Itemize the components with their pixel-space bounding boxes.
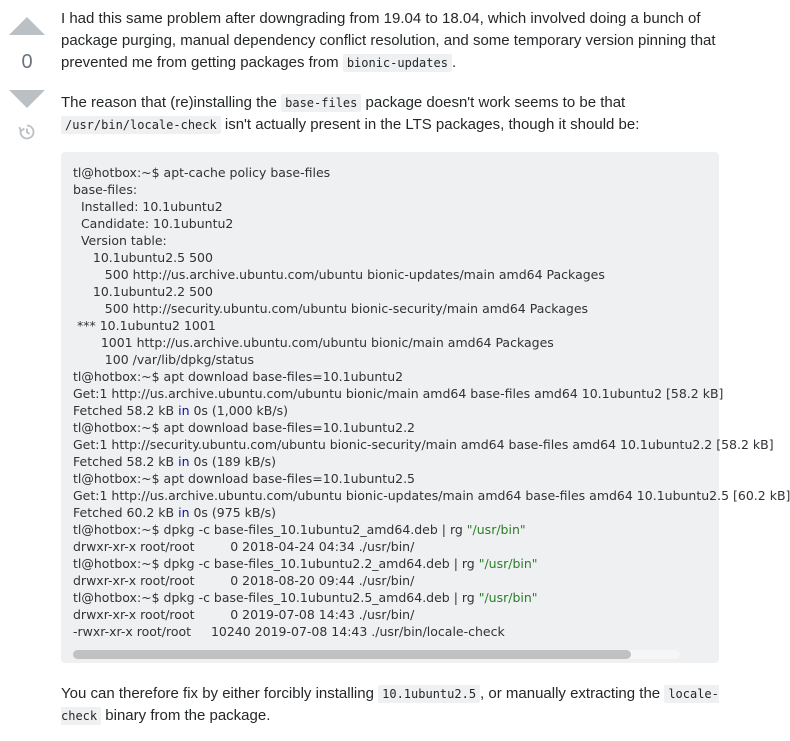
code-line: tl@hotbox:~$ dpkg -c base-files_10.1ubuntu2_amd64.deb | rg "/usr/bin"	[73, 522, 526, 537]
code-line: tl@hotbox:~$ apt-cache policy base-files	[73, 165, 331, 180]
code-lines	[73, 164, 790, 640]
inline-code-base-files: base-files	[281, 94, 361, 112]
code-line: 100 /var/lib/dpkg/status	[73, 352, 254, 367]
post-body	[61, 0, 790, 727]
paragraph-text: .	[451, 54, 457, 71]
vote-cell	[0, 0, 54, 142]
inline-code-bionic-updates: bionic-updates	[343, 54, 452, 72]
code-line: Fetched 60.2 kB in 0s (975 kB/s)	[73, 505, 277, 520]
code-line: Get:1 http://security.ubuntu.com/ubuntu bionic-security/main amd64 base-files amd64 10.1ubuntu2.2 [58.2 kB]	[73, 437, 774, 452]
code-block	[61, 152, 790, 663]
code-line: base-files:	[73, 182, 138, 197]
code-line: tl@hotbox:~$ dpkg -c base-files_10.1ubuntu2.5_amd64.deb | rg "/usr/bin"	[73, 590, 538, 605]
paragraph-text: binary from the package.	[101, 707, 271, 724]
code-line: 500 http://us.archive.ubuntu.com/ubuntu bionic-updates/main amd64 Packages	[73, 267, 605, 282]
paragraph-text: I had this same problem after downgrading from 19.04 to 18.04, which involved doing a bunch of package purging, manual dependency conflict resolution, and some temporary version pinning that prevented me from getting packages from	[61, 10, 716, 71]
paragraph-2	[61, 92, 719, 136]
code-line: Candidate: 10.1ubuntu2	[73, 216, 234, 231]
code-line: tl@hotbox:~$ dpkg -c base-files_10.1ubuntu2.2_amd64.deb | rg "/usr/bin"	[73, 556, 538, 571]
paragraph-text: You can therefore fix by either forcibly installing	[61, 685, 379, 702]
code-line: tl@hotbox:~$ apt download base-files=10.1ubuntu2.5	[73, 471, 416, 486]
code-line: 1001 http://us.archive.ubuntu.com/ubuntu bionic/main amd64 Packages	[73, 335, 554, 350]
code-line: 500 http://security.ubuntu.com/ubuntu bionic-security/main amd64 Packages	[73, 301, 589, 316]
code-line: *** 10.1ubuntu2 1001	[73, 318, 216, 333]
paragraph-text: , or manually extracting the	[480, 685, 665, 702]
code-line: 10.1ubuntu2.2 500	[73, 284, 213, 299]
history-icon[interactable]	[17, 122, 37, 142]
code-line: Get:1 http://us.archive.ubuntu.com/ubuntu bionic/main amd64 base-files amd64 10.1ubuntu2 [58.2 kB]	[73, 386, 724, 401]
code-line: 10.1ubuntu2.5 500	[73, 250, 213, 265]
code-line: drwxr-xr-x root/root 0 2018-04-24 04:34 ./usr/bin/	[73, 539, 415, 554]
code-line: Fetched 58.2 kB in 0s (1,000 kB/s)	[73, 403, 288, 418]
paragraph-text: The reason that (re)installing the	[61, 94, 282, 111]
arrow-up-icon[interactable]	[9, 17, 45, 35]
paragraph-3	[61, 683, 719, 727]
paragraph-text: isn't actually present in the LTS packages, though it should be:	[220, 116, 640, 133]
horizontal-scrollbar[interactable]	[73, 650, 680, 659]
inline-code-locale-check: locale-check	[61, 687, 719, 723]
code-line: Get:1 http://us.archive.ubuntu.com/ubuntu bionic-updates/main amd64 base-files amd64 10.1ubuntu2.5 [60.2 kB]	[73, 488, 790, 503]
code-line: tl@hotbox:~$ apt download base-files=10.1ubuntu2	[73, 369, 404, 384]
arrow-down-icon[interactable]	[9, 90, 45, 108]
scrollbar-thumb[interactable]	[73, 650, 631, 659]
vote-count: 0	[21, 51, 33, 73]
code-line: Version table:	[73, 233, 167, 248]
paragraph-text: package doesn't work seems to be that	[361, 94, 626, 111]
code-line: Fetched 58.2 kB in 0s (189 kB/s)	[73, 454, 277, 469]
code-line: drwxr-xr-x root/root 0 2018-08-20 09:44 ./usr/bin/	[73, 573, 415, 588]
code-line: tl@hotbox:~$ apt download base-files=10.1ubuntu2.2	[73, 420, 416, 435]
code-line: -rwxr-xr-x root/root 10240 2019-07-08 14:43 ./usr/bin/locale-check	[73, 624, 505, 639]
code-line: Installed: 10.1ubuntu2	[73, 199, 223, 214]
inline-code-version: 10.1ubuntu2.5	[378, 685, 480, 703]
inline-code-locale-check-path: /usr/bin/locale-check	[61, 116, 221, 134]
paragraph-1	[61, 8, 719, 74]
code-line: drwxr-xr-x root/root 0 2019-07-08 14:43 ./usr/bin/	[73, 607, 415, 622]
